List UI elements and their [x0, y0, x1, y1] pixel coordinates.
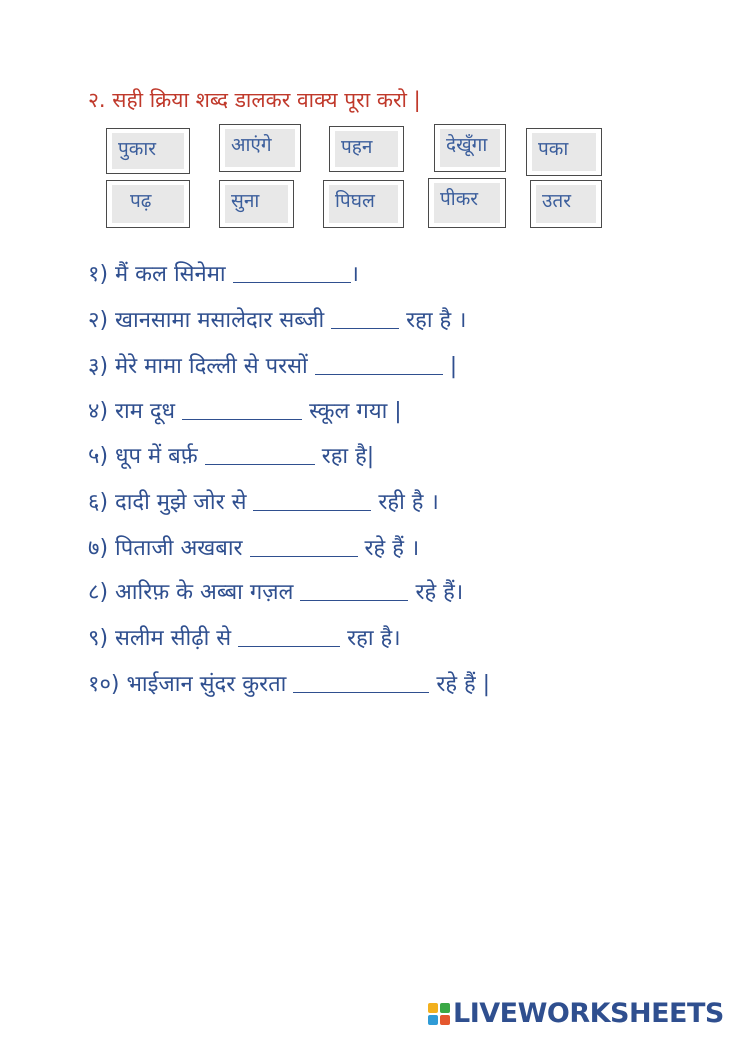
question-text: २) खानसामा मसालेदार सब्जी	[88, 308, 332, 333]
answer-blank[interactable]	[182, 397, 302, 420]
question-5	[88, 440, 374, 470]
question-6	[88, 486, 439, 516]
word-option: उतर	[536, 185, 596, 223]
answer-blank[interactable]	[238, 624, 340, 647]
question-text: ५) धूप में बर्फ़	[88, 444, 205, 469]
word-box[interactable]	[530, 180, 602, 228]
question-suffix: रहा है।	[340, 626, 401, 651]
word-option: पिघल	[329, 185, 398, 223]
word-box[interactable]	[329, 126, 404, 172]
question-text: ८) आरिफ़ के अब्बा गज़ल	[88, 580, 301, 605]
question-suffix: रहे हैं |	[429, 672, 491, 697]
question-text: १) मैं कल सिनेमा	[88, 262, 233, 287]
question-4	[88, 395, 402, 425]
question-3	[88, 350, 457, 380]
word-option: पका	[532, 133, 596, 171]
logo-text: LIVEWORKSHEETS	[453, 998, 724, 1029]
question-suffix: रही है ।	[371, 490, 439, 515]
answer-blank[interactable]	[205, 442, 315, 465]
word-box[interactable]	[219, 124, 301, 172]
word-box[interactable]	[323, 180, 404, 228]
word-box[interactable]	[428, 178, 506, 228]
word-box[interactable]	[106, 128, 190, 174]
question-suffix: स्कूल गया |	[302, 399, 402, 424]
liveworksheets-logo	[428, 998, 724, 1029]
logo-square	[440, 1015, 450, 1025]
word-option: देखूँगा	[440, 129, 500, 167]
word-box[interactable]	[106, 180, 190, 228]
question-10	[88, 668, 490, 698]
answer-blank[interactable]	[250, 534, 358, 557]
question-suffix: रहा है|	[314, 444, 375, 469]
question-text: ४) राम दूध	[88, 399, 183, 424]
word-option: पीकर	[434, 183, 500, 223]
question-text: ३) मेरे मामा दिल्ली से परसों	[88, 354, 315, 379]
question-text: १०) भाईजान सुंदर कुरता	[88, 672, 294, 697]
answer-blank[interactable]	[331, 306, 399, 329]
question-suffix: ।	[350, 262, 359, 287]
answer-blank[interactable]	[315, 352, 443, 375]
answer-blank[interactable]	[300, 578, 408, 601]
question-1	[88, 258, 359, 288]
question-7	[88, 532, 419, 562]
question-text: ९) सलीम सीढ़ी से	[88, 626, 239, 651]
logo-square	[428, 1015, 438, 1025]
logo-square	[428, 1003, 438, 1013]
word-box[interactable]	[434, 124, 506, 172]
question-suffix: रहे हैं।	[408, 580, 464, 605]
word-option: सुना	[225, 185, 288, 223]
question-8	[88, 576, 463, 606]
word-box[interactable]	[219, 180, 294, 228]
logo-mark-icon	[428, 1003, 450, 1025]
answer-blank[interactable]	[253, 488, 371, 511]
word-box[interactable]	[526, 128, 602, 176]
question-9	[88, 622, 401, 652]
answer-blank[interactable]	[233, 260, 351, 283]
logo-square	[440, 1003, 450, 1013]
question-suffix: रहा है ।	[399, 308, 467, 333]
word-option: पुकार	[112, 133, 184, 169]
question-text: ६) दादी मुझे जोर से	[88, 490, 254, 515]
word-option: पढ़	[112, 185, 184, 223]
word-option: पहन	[335, 131, 398, 167]
question-suffix: रहे हैं ।	[357, 536, 420, 561]
question-suffix: |	[442, 354, 458, 379]
exercise-heading: २. सही क्रिया शब्द डालकर वाक्य पूरा करो |	[88, 88, 421, 112]
question-text: ७) पिताजी अखबार	[88, 536, 250, 561]
question-2	[88, 304, 467, 334]
word-option: आएंगे	[225, 129, 295, 167]
answer-blank[interactable]	[293, 670, 429, 693]
